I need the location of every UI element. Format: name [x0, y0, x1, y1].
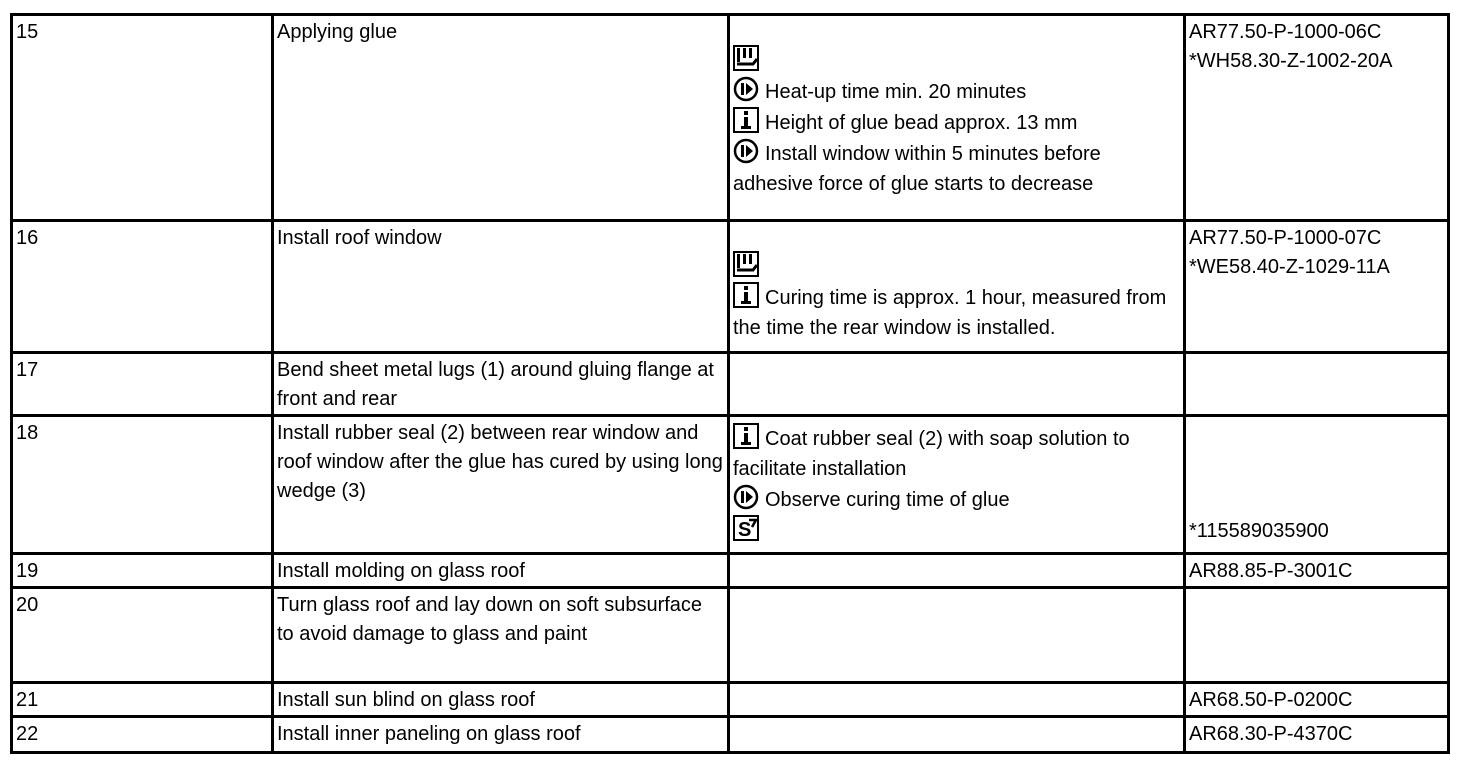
notes-cell	[729, 353, 1185, 416]
stopwatch-icon	[733, 484, 759, 510]
step-number: 19	[12, 554, 273, 588]
info-icon	[733, 423, 759, 449]
step-number: 15	[12, 15, 273, 221]
reference-cell	[1185, 15, 1449, 221]
glue-gun-icon	[733, 251, 759, 277]
table-row	[12, 683, 1449, 717]
table-row	[12, 717, 1449, 753]
table-row	[12, 416, 1449, 554]
step-number: 20	[12, 588, 273, 683]
reference-link[interactable]: *WH58.30-Z-1002-20A	[1189, 50, 1393, 72]
glue-gun-icon	[733, 45, 759, 71]
table-row	[12, 221, 1449, 353]
notes-cell	[729, 717, 1185, 753]
reference-cell	[1185, 717, 1449, 753]
note-item	[733, 484, 1180, 515]
reference-link[interactable]: AR77.50-P-1000-06C	[1189, 21, 1382, 43]
table-row	[12, 353, 1449, 416]
notes-cell	[729, 554, 1185, 588]
reference-link[interactable]: AR88.85-P-3001C	[1189, 560, 1353, 582]
operation-text: Turn glass roof and lay down on soft subsurface to avoid damage to glass and paint	[273, 588, 729, 683]
stopwatch-icon	[733, 138, 759, 164]
notes-cell	[729, 221, 1185, 353]
reference-link[interactable]: *WE58.40-Z-1029-11A	[1189, 256, 1390, 278]
reference-cell	[1185, 588, 1449, 683]
note-item	[733, 76, 1180, 107]
step-number: 18	[12, 416, 273, 554]
notes-cell	[729, 15, 1185, 221]
note-text: Observe curing time of glue	[765, 489, 1010, 511]
procedure-table	[10, 13, 1450, 754]
notes-cell	[729, 416, 1185, 554]
reference-cell	[1185, 683, 1449, 717]
operation-text: Install roof window	[273, 221, 729, 353]
note-text: Heat-up time min. 20 minutes	[765, 81, 1027, 103]
reference-cell	[1185, 554, 1449, 588]
note-item	[733, 282, 1180, 343]
svg-text:S: S	[738, 519, 752, 541]
info-icon	[733, 107, 759, 133]
table-row	[12, 554, 1449, 588]
reference-link[interactable]: AR68.30-P-4370C	[1189, 723, 1353, 745]
reference-link[interactable]: AR77.50-P-1000-07C	[1189, 227, 1382, 249]
step-number: 16	[12, 221, 273, 353]
note-text: Install window within 5 minutes before adhesive force of glue starts to decrease	[733, 143, 1101, 195]
reference-link[interactable]: AR68.50-P-0200C	[1189, 689, 1353, 711]
note-item	[733, 423, 1180, 484]
table-row	[12, 15, 1449, 221]
step-number: 21	[12, 683, 273, 717]
stopwatch-icon	[733, 76, 759, 102]
note-text: Height of glue bead approx. 13 mm	[765, 112, 1078, 134]
note-item	[733, 107, 1180, 138]
reference-link[interactable]: *115589035900	[1189, 520, 1329, 542]
notes-cell	[729, 588, 1185, 683]
step-number: 17	[12, 353, 273, 416]
operation-text: Applying glue	[273, 15, 729, 221]
reference-cell	[1185, 353, 1449, 416]
note-item	[733, 45, 1180, 76]
operation-text: Install inner paneling on glass roof	[273, 717, 729, 753]
reference-cell	[1185, 221, 1449, 353]
notes-cell	[729, 683, 1185, 717]
step-number: 22	[12, 717, 273, 753]
operation-text: Install sun blind on glass roof	[273, 683, 729, 717]
operation-text: Install molding on glass roof	[273, 554, 729, 588]
operation-text: Install rubber seal (2) between rear window and roof window after the glue has cured by using long wedge (3)	[273, 416, 729, 554]
operation-text: Bend sheet metal lugs (1) around gluing flange at front and rear	[273, 353, 729, 416]
note-item	[733, 251, 1180, 282]
table-row	[12, 588, 1449, 683]
note-item	[733, 138, 1180, 199]
note-text: Curing time is approx. 1 hour, measured from the time the rear window is installed.	[733, 287, 1167, 339]
reference-cell	[1185, 416, 1449, 554]
note-text: Coat rubber seal (2) with soap solution to facilitate installation	[733, 428, 1130, 480]
special-tool-icon	[733, 515, 759, 541]
note-item	[733, 515, 1180, 546]
info-icon	[733, 282, 759, 308]
